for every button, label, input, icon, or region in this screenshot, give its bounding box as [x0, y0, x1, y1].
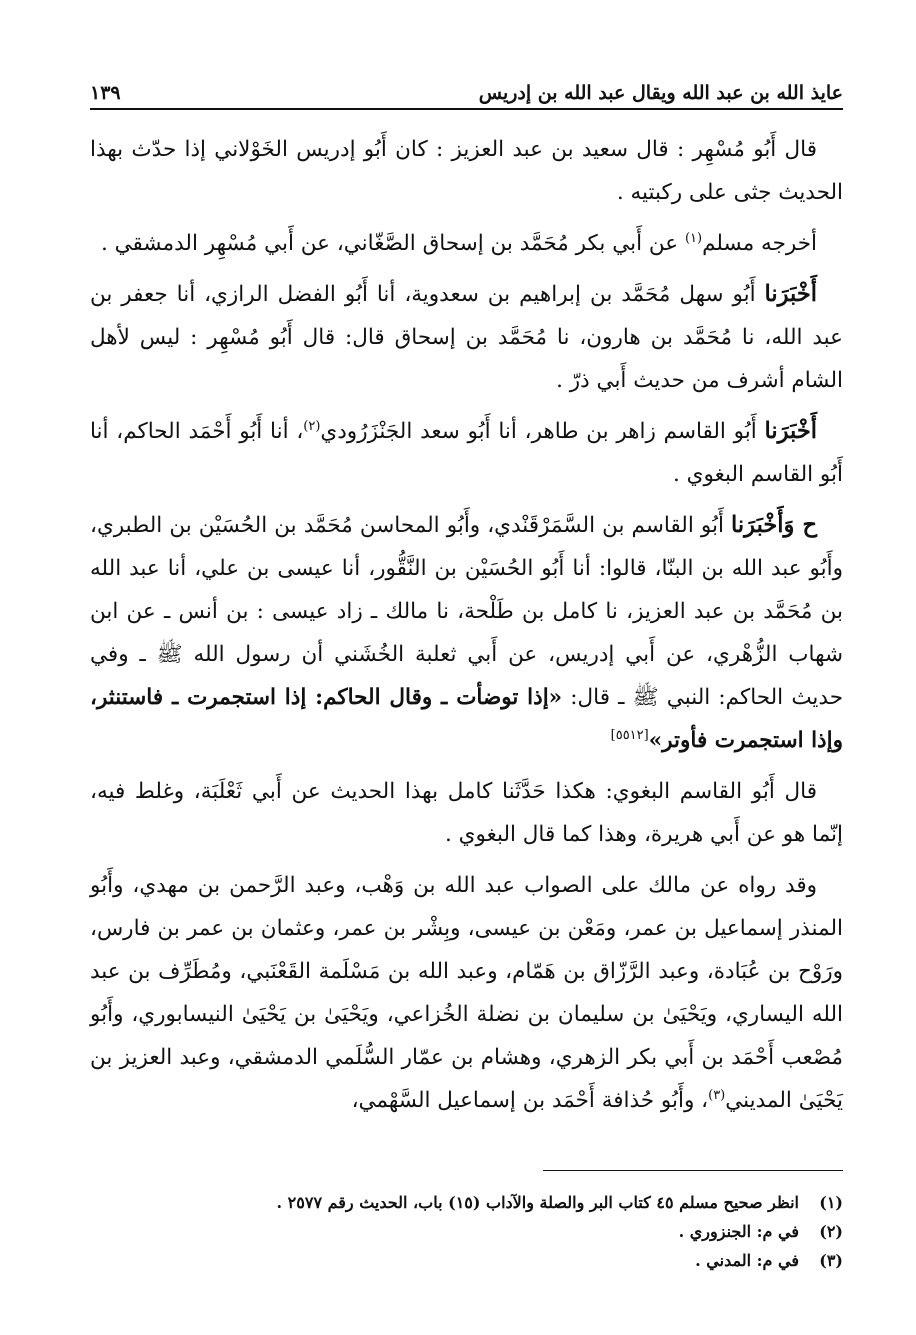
hadith-text: «إذا توضأت ـ وقال الحاكم: إذا استجمرت ـ فاستنثر، وإذا استجمرت فأوتر» — [90, 685, 843, 753]
paragraph — [90, 770, 843, 856]
footnote — [90, 1188, 843, 1217]
footnote-marker: [٥٥١٢] — [610, 727, 649, 743]
text-segment: أَبُو سهل مُحَمَّد بن إبراهيم بن سعدوية، أنا أَبُو الفضل الرازي، أنا جعفر بن عبد الله، نا مُحَمَّد بن هارون، نا مُحَمَّد بن إسحاق قال: قال أَبُو مُسْهِر : ليس لأهل الشام أشرف من حديث أَبي ذرّ . — [90, 282, 843, 393]
paragraph — [90, 864, 843, 1122]
paragraph — [90, 222, 843, 265]
isnad-lead-word: أَخْبَرَنا — [764, 281, 817, 307]
isnad-lead-word: أَخْبَرَنا — [764, 418, 817, 444]
text-segment: قال أَبُو القاسم البغوي: هكذا حَدَّثَنا كامل بهذا الحديث عن أَبي ثَعْلَبَة، وغلط فيه، إنّما هو عن أَبي هريرة، وهذا كما قال البغوي . — [90, 779, 843, 847]
text-segment: ، وأَبُو حُذافة أَحْمَد بن إسماعيل السَّهْمي، — [351, 1088, 709, 1113]
text-segment: أَبُو القاسم زاهر بن طاهر، أنا أَبُو سعد الجَنْزَرُودي — [320, 419, 765, 444]
paragraph — [90, 504, 843, 762]
text-segment: أخرجه مسلم — [702, 231, 817, 256]
text-segment: ، أنا أَبُو أَحْمَد الحاكم، أنا أَبُو القاسم البغوي . — [90, 419, 843, 487]
footnote — [90, 1217, 843, 1246]
footnote-marker: (٢) — [303, 418, 321, 434]
footnote-number: (١) — [819, 1193, 843, 1212]
text-segment: عن أَبي بكر مُحَمَّد بن إسحاق الصَّغّاني، عن أَبي مُسْهِر الدمشقي . — [100, 231, 685, 256]
footnote-text: في م: الجنزوري . — [678, 1222, 799, 1241]
paragraph — [90, 128, 843, 214]
paragraph — [90, 410, 843, 496]
footnote-text: في م: المدني . — [695, 1251, 799, 1270]
text-segment: أَبُو القاسم بن السَّمَرْقَنْدي، وأَبُو المحاسن مُحَمَّد بن الحُسَيْن بن الطبري، وأَبُو عبد الله بن البنّا، قالوا: أنا أَبُو الحُسَيْن بن النَّقُّور، أنا عيسى بن علي، أنا عبد الله بن مُحَمَّد بن عبد العزيز، نا كامل بن طَلْحة، نا مالك ـ زاد عيسى : بن أنس ـ عن ابن شهاب الزُّهْري، عن أَبي إدريس، عن أَبي ثعلبة الخُشَني أن رسول الله ﷺ ـ وفي حديث الحاكم: النبي ﷺ ـ قال: — [90, 513, 843, 710]
footnote-marker: (٣) — [708, 1087, 726, 1103]
footnote-number: (٢) — [819, 1222, 843, 1241]
isnad-lead-word: ح وَأَخْبَرَنا — [731, 512, 817, 538]
footnotes — [90, 1188, 843, 1275]
page-header — [90, 66, 843, 110]
footnote-number: (٣) — [819, 1251, 843, 1270]
text-segment: قال أَبُو مُسْهِر : قال سعيد بن عبد العزيز : كان أَبُو إدريس الخَوْلاني إذا حدّث بهذا الحديث جثى على ركبتيه . — [90, 137, 843, 205]
main-text — [90, 128, 843, 1130]
footnote-marker: (١) — [684, 230, 703, 246]
paragraph — [90, 273, 843, 402]
running-title: عايذ الله بن عبد الله ويقال عبد الله بن إدريس — [478, 82, 843, 104]
footnote-text: انظر صحيح مسلم ٤٥ كتاب البر والصلة والآداب (١٥) باب، الحديث رقم ٢٥٧٧ . — [276, 1193, 799, 1212]
footnote — [90, 1246, 843, 1275]
page-number: ١٣٩ — [90, 82, 121, 104]
text-segment: وقد رواه عن مالك على الصواب عبد الله بن وَهْب، وعبد الرَّحمن بن مهدي، وأَبُو المنذر إسماعيل بن عمر، ومَعْن بن عيسى، وبِشْر بن عمر، وعثمان بن عمر بن فارس، ورَوْح بن عُبَادة، وعبد الرَّزّاق بن هَمّام، وعبد الله بن مَسْلَمة القَعْنَبي، ومُطَرِّف بن عبد الله اليساري، ويَحْيَىٰ بن سليمان بن نضلة الخُزاعي، ويَحْيَىٰ بن يَحْيَىٰ النيسابوري، وأَبُو مُصْعب أَحْمَد بن أَبي بكر الزهري، وهشام بن عمّار السُّلَمي الدمشقي، وعبد العزيز بن يَحْيَىٰ المديني — [90, 873, 843, 1113]
